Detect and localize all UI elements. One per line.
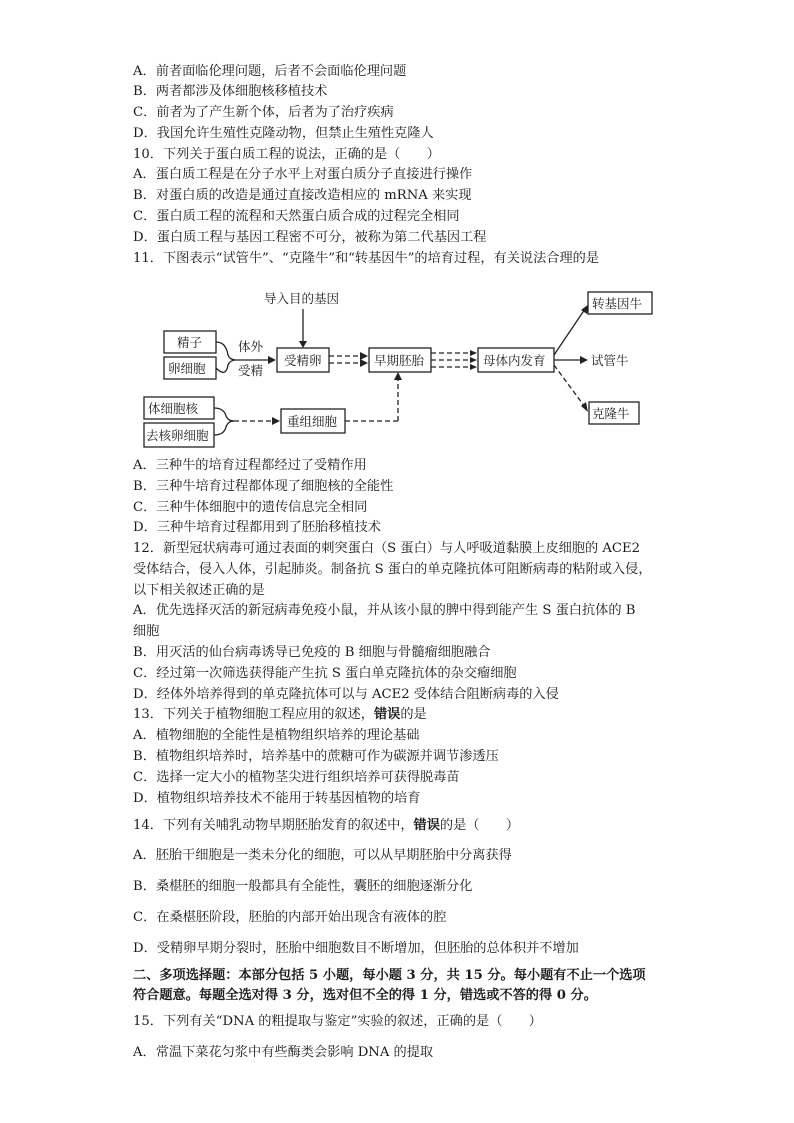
section2-heading-1: 二、多项选择题：本部分包括 5 小题，每小题 3 分，共 15 分。每小题有不止一个选项 bbox=[133, 968, 646, 983]
q13-stem-tail: 的是 bbox=[400, 707, 427, 722]
label-zygote: 受精卵 bbox=[284, 353, 322, 368]
q11-option-d: D．三种牛培育过程都用到了胚胎移植技术 bbox=[133, 520, 381, 535]
q13-option-c: C．选择一定大小的植物茎尖进行组织培养可获得脱毒苗 bbox=[133, 770, 460, 785]
q13-option-d: D．植物组织培养技术不能用于转基因植物的培育 bbox=[133, 791, 421, 806]
q9-option-d: D．我国允许生殖性克隆动物，但禁止生殖性克隆人 bbox=[133, 126, 434, 141]
arrowhead-recombinant bbox=[272, 417, 280, 425]
q10-option-a: A．蛋白质工程是在分子水平上对蛋白质分子直接进行操作 bbox=[133, 167, 473, 182]
arrowhead-zygote bbox=[268, 356, 276, 364]
q14-stem-tail: 的是（ ） bbox=[439, 818, 520, 833]
q12-option-c: C．经过第一次筛选获得能产生抗 S 蛋白单克隆抗体的杂交瘤细胞 bbox=[133, 666, 517, 681]
arrowhead-utero-3 bbox=[470, 364, 477, 370]
q11-stem: 11．下图表示“试管牛”、“克隆牛”和“转基因牛”的培育过程，有关说法合理的是 bbox=[133, 251, 600, 266]
label-transgenic-cattle: 转基因牛 bbox=[592, 296, 643, 311]
q12-stem-3: 以下相关叙述正确的是 bbox=[133, 583, 265, 598]
label-sperm: 精子 bbox=[177, 335, 203, 350]
q12-stem-1: 12．新型冠状病毒可通过表面的刺突蛋白（S 蛋白）与人呼吸道黏膜上皮细胞的 ACE2 bbox=[133, 541, 641, 556]
q14-stem bbox=[133, 816, 519, 836]
label-test-tube-cattle: 试管牛 bbox=[591, 353, 629, 368]
label-cloned-cattle: 克隆牛 bbox=[592, 406, 630, 421]
label-egg: 卵细胞 bbox=[168, 361, 206, 376]
q11-option-b: B．三种牛培育过程都体现了细胞核的全能性 bbox=[133, 479, 394, 494]
q12-option-d: D．经体外培养得到的单克隆抗体可以与 ACE2 受体结合阻断病毒的入侵 bbox=[133, 687, 559, 702]
section2-heading-2: 符合题意。每题全选对得 3 分，选对但不全的得 1 分，错选或不答的得 0 分。 bbox=[133, 988, 597, 1003]
label-enucleated-egg: 去核卵细胞 bbox=[146, 428, 209, 443]
arrowhead-utero-2 bbox=[470, 357, 477, 363]
q14-stem-emphasis: 错误 bbox=[413, 818, 440, 833]
q14-option-a: A．胚胎干细胞是一类未分化的细胞，可以从早期胚胎中分离获得 bbox=[133, 848, 512, 863]
q11-option-c: C．三种牛体细胞中的遗传信息完全相同 bbox=[133, 500, 368, 515]
q12-option-a-2: 细胞 bbox=[133, 624, 160, 639]
q11-option-a: A．三种牛的培育过程都经过了受精作用 bbox=[133, 458, 367, 473]
q10-stem: 10．下列关于蛋白质工程的说法，正确的是（ ） bbox=[133, 147, 440, 162]
arrowhead-embryo-2 bbox=[360, 359, 368, 367]
q10-option-d: D．蛋白质工程与基因工程密不可分，被称为第二代基因工程 bbox=[133, 230, 487, 245]
q13-option-a: A．植物细胞的全能性是植物组织培养的理论基础 bbox=[133, 728, 420, 743]
label-fertilization: 受精 bbox=[238, 363, 264, 378]
label-recombinant-cell: 重组细胞 bbox=[287, 414, 338, 429]
q12-stem-2: 受体结合，侵入人体，引起肺炎。制备抗 S 蛋白的单克隆抗体可阻断病毒的粘附或入侵， bbox=[133, 562, 652, 577]
arrowhead-test-tube bbox=[580, 356, 588, 364]
q13-stem bbox=[133, 705, 427, 725]
q9-option-c: C．前者为了产生新个体，后者为了治疗疾病 bbox=[133, 105, 394, 120]
q14-stem-text: 14．下列有关哺乳动物早期胚胎发育的叙述中， bbox=[133, 818, 414, 833]
label-in-utero: 母体内发育 bbox=[483, 353, 546, 368]
q15-stem: 15．下列有关“DNA 的粗提取与鉴定”实验的叙述，正确的是（ ） bbox=[133, 1014, 542, 1029]
q14-option-d: D．受精卵早期分裂时，胚胎中细胞数目不断增加，但胚胎的总体积并不增加 bbox=[133, 941, 579, 956]
brace-fertilization bbox=[216, 342, 236, 372]
label-in-vitro: 体外 bbox=[238, 339, 264, 354]
q13-stem-text: 13．下列关于植物细胞工程应用的叙述， bbox=[133, 707, 374, 722]
cattle-breeding-diagram bbox=[140, 285, 660, 453]
arrowhead-to-embryo bbox=[394, 372, 402, 380]
label-somatic-nucleus: 体细胞核 bbox=[148, 401, 199, 416]
q13-option-b: B．植物组织培养时，培养基中的蔗糖可作为碳源并调节渗透压 bbox=[133, 749, 499, 764]
q9-option-a: A．前者面临伦理问题，后者不会面临伦理问题 bbox=[133, 64, 407, 79]
q12-option-b: B．用灭活的仙台病毒诱导已免疫的 B 细胞与骨髓瘤细胞融合 bbox=[133, 645, 491, 660]
label-import-gene: 导入目的基因 bbox=[264, 291, 340, 306]
dash-to-cloned bbox=[554, 365, 585, 407]
q15-option-a: A．常温下菜花匀浆中有些酶类会影响 DNA 的提取 bbox=[133, 1045, 434, 1060]
q14-option-b: B．桑椹胚的细胞一般都具有全能性，囊胚的细胞逐渐分化 bbox=[133, 879, 473, 894]
arrowhead-gene bbox=[299, 341, 307, 348]
arrowhead-cloned bbox=[581, 402, 588, 412]
arrow-to-transgenic bbox=[554, 309, 585, 355]
arrowhead-utero-1 bbox=[470, 350, 477, 356]
arrowhead-embryo-1 bbox=[360, 352, 368, 360]
q9-option-b: B．两者都涉及体细胞核移植技术 bbox=[133, 84, 328, 99]
q13-stem-emphasis: 错误 bbox=[373, 707, 401, 722]
q10-option-c: C．蛋白质工程的流程和天然蛋白质合成的过程完全相同 bbox=[133, 209, 460, 224]
label-early-embryo: 早期胚胎 bbox=[374, 353, 425, 368]
q12-option-a-1: A．优先选择灭活的新冠病毒免疫小鼠，并从该小鼠的脾中得到能产生 S 蛋白抗体的 B bbox=[133, 603, 636, 618]
q10-option-b: B．对蛋白质的改造是通过直接改造相应的 mRNA 来实现 bbox=[133, 188, 472, 203]
brace-nuclear-transfer bbox=[214, 408, 234, 435]
q14-option-c: C．在桑椹胚阶段，胚胎的内部开始出现含有液体的腔 bbox=[133, 910, 447, 925]
